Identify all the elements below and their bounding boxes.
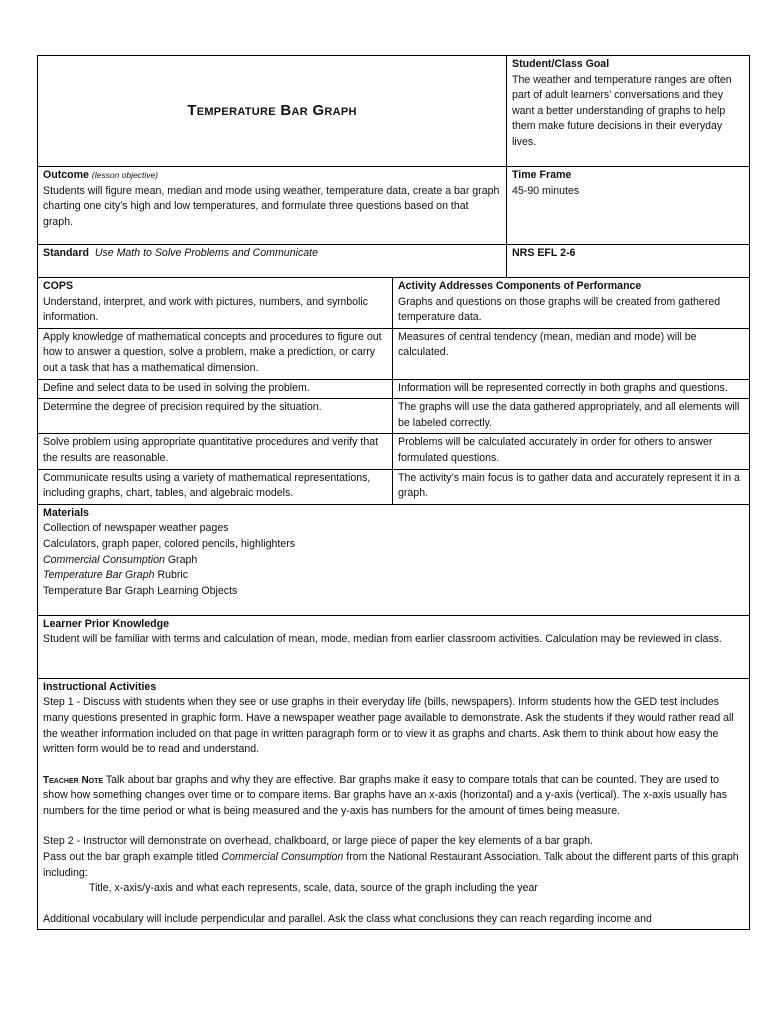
materials-item: Collection of newspaper weather pages bbox=[43, 522, 229, 535]
activity-text: The graphs will use the data gathered appropriately, and all elements will be labeled correctly. bbox=[393, 399, 750, 434]
activity-text: The activity’s main focus is to gather data and accurately represent it in a graph. bbox=[393, 469, 750, 504]
cops-row bbox=[38, 434, 750, 469]
prior-knowledge-cell bbox=[38, 615, 750, 678]
activity-heading: Activity Addresses Components of Performance bbox=[398, 280, 642, 292]
activity-text: Graphs and questions on those graphs will be created from gathered temperature data. bbox=[398, 295, 721, 324]
goal-text: The weather and temperature ranges are often part of adult learners’ conversations and they want a better understanding of graphs to help them make future decisions in their everyday lives. bbox=[512, 73, 732, 148]
cop-text: Solve problem using appropriate quantitative procedures and verify that the results are reasonable. bbox=[38, 434, 393, 469]
step-2-indent: Title, x-axis/y-axis and what each represents, scale, data, source of the graph including the year bbox=[89, 882, 538, 895]
cops-row bbox=[38, 399, 750, 434]
step-2-line-2: Pass out the bar graph example titled Commercial Consumption from the National Restaurant Association. Talk about the different parts of this graph including: bbox=[43, 851, 739, 879]
step-2-line-1: Step 2 - Instructor will demonstrate on overhead, chalkboard, or large piece of paper the key elements of a bar graph. bbox=[43, 835, 594, 848]
cops-row bbox=[38, 328, 750, 379]
outcome-heading: Outcome bbox=[43, 169, 89, 181]
cop-text: Communicate results using a variety of mathematical representations, including graphs, chart, tables, and algebraic models. bbox=[38, 469, 393, 504]
materials-cell bbox=[38, 504, 750, 615]
goal-heading: Student/Class Goal bbox=[512, 58, 610, 70]
standard-text: Use Math to Solve Problems and Communicate bbox=[94, 247, 318, 259]
time-frame-cell bbox=[507, 167, 750, 245]
activity-text: Problems will be calculated accurately in order for others to answer formulated questions. bbox=[393, 434, 750, 469]
time-frame-text: 45-90 minutes bbox=[512, 184, 580, 197]
cop-text: Apply knowledge of mathematical concepts and procedures to figure out how to answer a question, solve a problem, make a prediction, or carry out a task that has a mathematical dimension. bbox=[38, 328, 393, 379]
goal-cell bbox=[507, 56, 750, 167]
cops-cell bbox=[38, 278, 393, 329]
materials-heading: Materials bbox=[43, 506, 89, 519]
lesson-plan-page bbox=[37, 55, 749, 930]
cop-text: Determine the degree of precision required by the situation. bbox=[38, 399, 393, 434]
cop-text: Define and select data to be used in solving the problem. bbox=[38, 379, 393, 399]
nrs-level: NRS EFL 2-6 bbox=[507, 245, 750, 278]
vocabulary-text: Additional vocabulary will include perpendicular and parallel. Ask the class what conclusions they can reach regarding income and bbox=[43, 912, 652, 925]
materials-item: Temperature Bar Graph Learning Objects bbox=[43, 584, 238, 597]
outcome-note: (lesson objective) bbox=[91, 170, 159, 180]
materials-item: Commercial Consumption Graph bbox=[43, 553, 198, 566]
standard-heading: Standard bbox=[43, 247, 89, 259]
cops-row bbox=[38, 278, 750, 329]
instructional-heading: Instructional Activities bbox=[43, 680, 157, 693]
cops-row bbox=[38, 379, 750, 399]
instructional-activities-cell bbox=[38, 678, 750, 930]
cops-row bbox=[38, 469, 750, 504]
prior-knowledge-text: Student will be familiar with terms and calculation of mean, mode, median from earlier classroom activities. Calculation may be reviewed in class. bbox=[43, 633, 722, 646]
lesson-plan-table bbox=[37, 55, 750, 930]
materials-item: Calculators, graph paper, colored pencils, highlighters bbox=[43, 537, 296, 550]
activity-cell bbox=[393, 278, 750, 329]
time-frame-heading: Time Frame bbox=[512, 169, 572, 181]
standard-cell bbox=[38, 245, 507, 278]
cop-text: Understand, interpret, and work with pictures, numbers, and symbolic information. bbox=[43, 295, 369, 324]
teacher-note-text: Talk about bar graphs and why they are effective. Bar graphs make it easy to compare totals that can be counted. They are used to show how something changes over time or to compare items. Bar graphs have an x-axis (horizontal) and a y-axis (vertical). The x-axis usually has numbers for the time period or what is being measured and the y-axis has numbers for the amount of times being measure. bbox=[43, 773, 727, 817]
outcome-text: Students will figure mean, median and mode using weather, temperature data, create a bar graph charting one city’s high and low temperatures, and formulate three questions based on that graph. bbox=[43, 184, 500, 228]
step-1-text: Step 1 - Discuss with students when they see or use graphs in their everyday life (bills, newspapers). Inform students how the GED test includes many questions presented in graphic form. Have a newspaper weather page available to demonstrate. Ask the students if they would rather read all the weather information included on that page in written paragraph form or to view it as graphs and charts. Ask them to think about how easy the written form would be to read and understand. bbox=[43, 696, 734, 756]
prior-knowledge-heading: Learner Prior Knowledge bbox=[43, 617, 169, 630]
outcome-cell bbox=[38, 167, 507, 245]
teacher-note-label: Teacher Note bbox=[43, 774, 104, 786]
page-title: Temperature Bar Graph bbox=[38, 56, 507, 167]
teacher-note bbox=[43, 773, 744, 820]
cops-heading: COPS bbox=[43, 280, 74, 292]
activity-text: Measures of central tendency (mean, median and mode) will be calculated. bbox=[393, 328, 750, 379]
materials-item: Temperature Bar Graph Rubric bbox=[43, 569, 189, 582]
activity-text: Information will be represented correctly in both graphs and questions. bbox=[393, 379, 750, 399]
